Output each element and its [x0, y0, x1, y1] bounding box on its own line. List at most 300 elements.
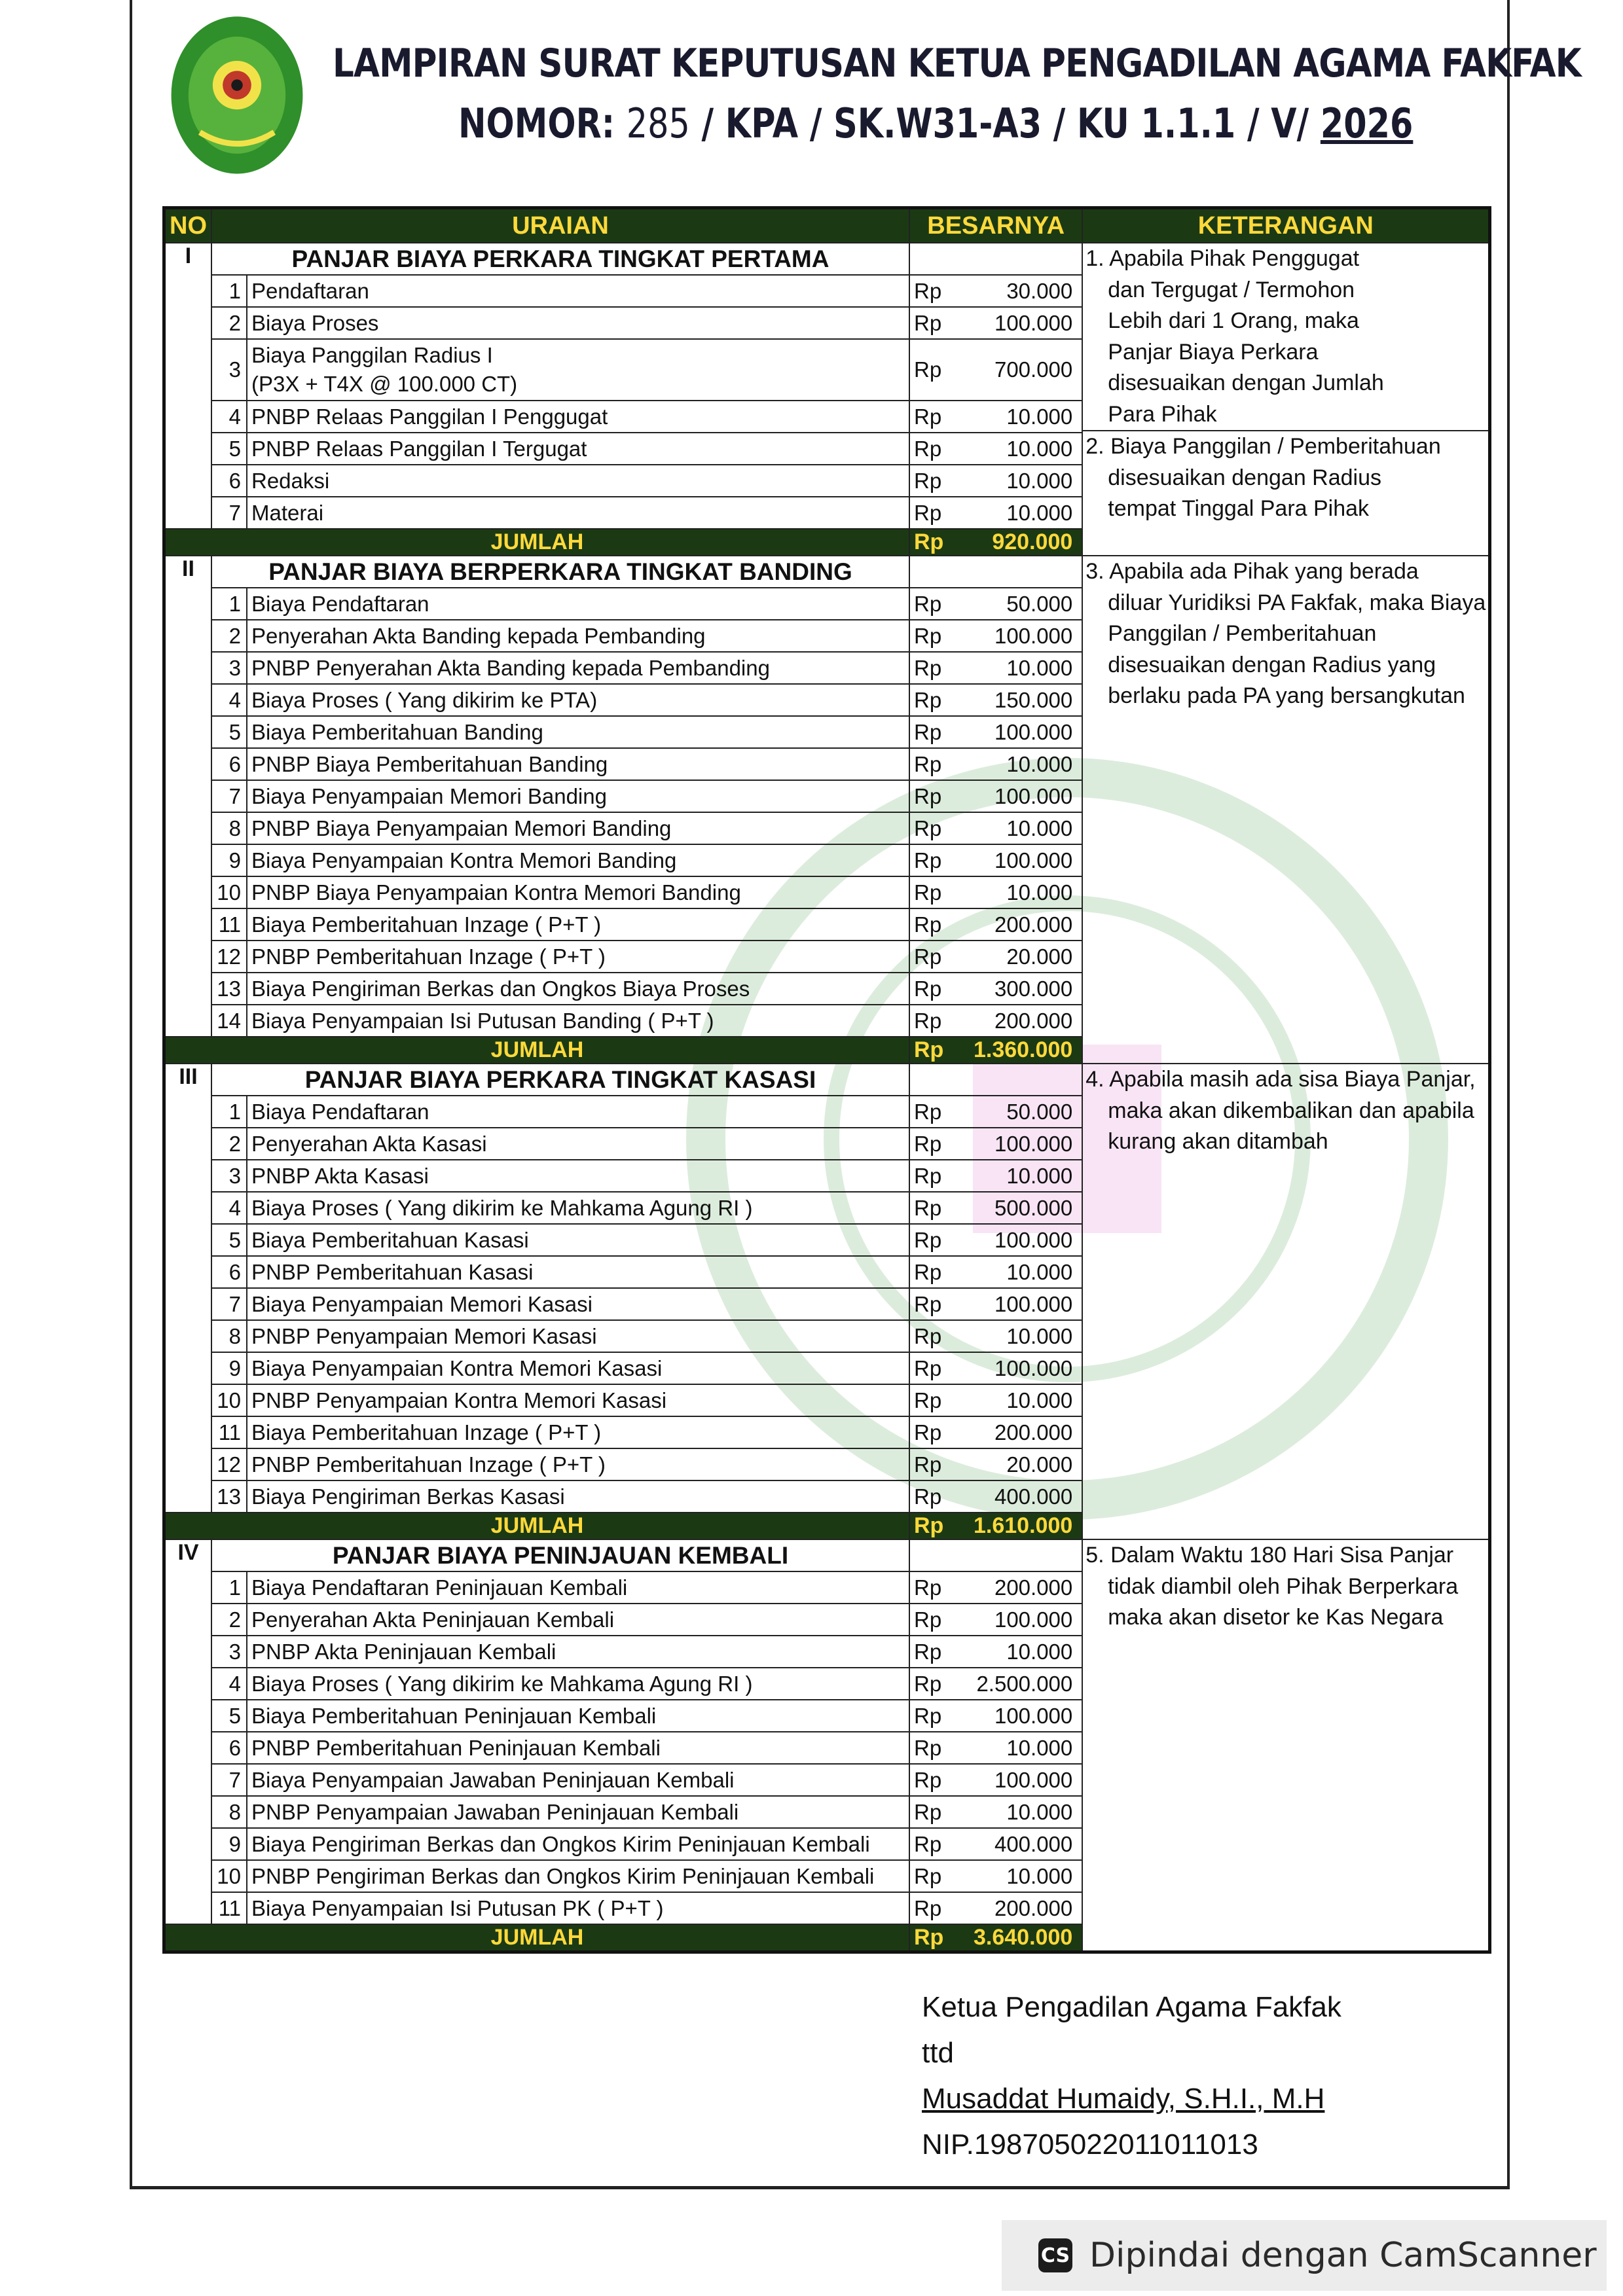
- item-number: 8: [211, 1320, 247, 1352]
- item-label-text: PNBP Akta Kasasi: [251, 1163, 429, 1188]
- currency-label: Rp: [909, 716, 970, 748]
- section-numeral: I: [164, 243, 212, 529]
- item-number: 7: [211, 1764, 247, 1796]
- document-number: [458, 99, 1413, 147]
- item-number: 6: [211, 1732, 247, 1764]
- item-label-text: Penyerahan Akta Peninjauan Kembali: [251, 1607, 615, 1632]
- item-label-text: Biaya Proses ( Yang dikirim ke PTA): [251, 687, 598, 712]
- note-line: diluar Yuridiksi PA Fakfak, maka Biaya: [1108, 590, 1486, 615]
- item-label-text: Biaya Pengiriman Berkas Kasasi: [251, 1484, 565, 1509]
- item-label: [247, 1192, 909, 1224]
- item-amount: 10.000: [970, 876, 1082, 908]
- number-prefix: NOMOR:: [458, 99, 615, 147]
- note-line: Lebih dari 1 Orang, maka: [1108, 308, 1359, 333]
- item-number: 12: [211, 1448, 247, 1480]
- item-number: 1: [211, 1571, 247, 1604]
- item-amount: 100.000: [970, 716, 1082, 748]
- currency-label: Rp: [909, 1480, 970, 1513]
- item-label-text: PNBP Akta Peninjauan Kembali: [251, 1639, 556, 1664]
- item-number: 7: [211, 497, 247, 529]
- header-uraian: URAIAN: [211, 208, 909, 243]
- item-amount: 200.000: [970, 1005, 1082, 1037]
- item-number: 5: [211, 433, 247, 465]
- item-label-text: PNBP Biaya Penyampaian Memori Banding: [251, 816, 672, 840]
- item-number: 12: [211, 941, 247, 973]
- item-amount: 100.000: [970, 844, 1082, 876]
- signatory-nip: NIP.198705022011011013: [922, 2128, 1258, 2161]
- item-label-text: PNBP Biaya Pemberitahuan Banding: [251, 751, 608, 776]
- item-label: [247, 1700, 909, 1732]
- item-amount: 10.000: [970, 433, 1082, 465]
- note-item: [1083, 430, 1488, 525]
- item-amount: 2.500.000: [970, 1668, 1082, 1700]
- item-number: 3: [211, 339, 247, 401]
- table-header-row: [164, 208, 1490, 243]
- item-amount: 200.000: [970, 1571, 1082, 1604]
- item-label-text: Biaya Pendaftaran: [251, 1099, 429, 1124]
- item-label-text: Biaya Penyampaian Memori Kasasi: [251, 1291, 593, 1316]
- item-number: 1: [211, 275, 247, 307]
- item-amount: 300.000: [970, 973, 1082, 1005]
- item-label-text: Materai: [251, 500, 324, 525]
- currency-label: Rp: [909, 1604, 970, 1636]
- item-label-text: PNBP Biaya Penyampaian Kontra Memori Banding: [251, 880, 741, 905]
- item-label-text: Biaya Proses ( Yang dikirim ke Mahkama Agung RI ): [251, 1671, 753, 1696]
- section-title: PANJAR BIAYA BERPERKARA TINGKAT BANDING: [211, 556, 909, 588]
- currency-label: Rp: [909, 1256, 970, 1288]
- currency-label: Rp: [909, 684, 970, 716]
- item-label: [247, 1732, 909, 1764]
- item-label-text: PNBP Pemberitahuan Inzage ( P+T ): [251, 944, 606, 969]
- section-row: [164, 1539, 1490, 1571]
- item-label: [247, 1892, 909, 1924]
- item-label-text: Pendaftaran: [251, 278, 369, 303]
- item-label-text: Biaya Pendaftaran: [251, 591, 429, 616]
- currency-label: Rp: [909, 1700, 970, 1732]
- item-label-text: Biaya Pengiriman Berkas dan Ongkos Biaya Proses: [251, 976, 750, 1001]
- note-line: dan Tergugat / Termohon: [1108, 277, 1355, 302]
- currency-label: Rp: [909, 1224, 970, 1256]
- note-line: disesuaikan dengan Jumlah: [1108, 370, 1384, 395]
- item-number: 10: [211, 1860, 247, 1892]
- item-label-text: PNBP Pemberitahuan Inzage ( P+T ): [251, 1452, 606, 1477]
- item-number: 6: [211, 1256, 247, 1288]
- item-label-text: PNBP Penyampaian Memori Kasasi: [251, 1323, 597, 1348]
- item-amount: 100.000: [970, 1604, 1082, 1636]
- item-amount: 10.000: [970, 1256, 1082, 1288]
- note-line: 5. Dalam Waktu 180 Hari Sisa Panjar: [1085, 1543, 1454, 1568]
- item-label: [247, 716, 909, 748]
- item-label-text: Biaya Pemberitahuan Kasasi: [251, 1227, 529, 1252]
- item-label-text: PNBP Pemberitahuan Kasasi: [251, 1259, 534, 1284]
- currency-label: Rp: [909, 497, 970, 529]
- note-line: 1. Apabila Pihak Penggugat: [1085, 246, 1360, 271]
- currency-label: Rp: [909, 844, 970, 876]
- item-amount: 100.000: [970, 1352, 1082, 1384]
- currency-label: Rp: [909, 1416, 970, 1448]
- item-amount: 10.000: [970, 812, 1082, 844]
- item-label: [247, 307, 909, 339]
- item-label: [247, 1796, 909, 1828]
- number-code: / KPA / SK.W31-A3 / KU 1.1.1 / V/: [701, 99, 1309, 147]
- item-label-text: Redaksi: [251, 468, 330, 493]
- item-label: [247, 1448, 909, 1480]
- item-label: [247, 1764, 909, 1796]
- currency-label: Rp: [909, 307, 970, 339]
- item-number: 2: [211, 307, 247, 339]
- currency-label: Rp: [909, 1160, 970, 1192]
- section-amount-blank: [909, 556, 1082, 588]
- note-item: [1083, 243, 1488, 430]
- item-label-text: Biaya Panggilan Radius I: [251, 343, 493, 367]
- item-amount: 100.000: [970, 780, 1082, 812]
- total-amount: 1.360.000: [970, 1037, 1082, 1064]
- item-amount: 10.000: [970, 1796, 1082, 1828]
- section-amount-blank: [909, 1539, 1082, 1571]
- currency-label: Rp: [909, 1096, 970, 1128]
- item-amount: 10.000: [970, 1732, 1082, 1764]
- currency-label: Rp: [909, 1288, 970, 1320]
- item-amount: 10.000: [970, 465, 1082, 497]
- item-label: [247, 1571, 909, 1604]
- total-currency: Rp: [909, 529, 970, 556]
- item-amount: 50.000: [970, 1096, 1082, 1128]
- item-number: 9: [211, 1352, 247, 1384]
- currency-label: Rp: [909, 812, 970, 844]
- item-amount: 150.000: [970, 684, 1082, 716]
- item-label: [247, 1160, 909, 1192]
- note-line: tidak diambil oleh Pihak Berperkara: [1108, 1573, 1459, 1599]
- item-label: [247, 1096, 909, 1128]
- item-number: 10: [211, 876, 247, 908]
- keterangan-cell: [1082, 1539, 1490, 1952]
- item-label-text: Biaya Penyampaian Kontra Memori Banding: [251, 848, 677, 872]
- item-label: [247, 876, 909, 908]
- currency-label: Rp: [909, 1732, 970, 1764]
- item-label: [247, 1320, 909, 1352]
- item-label: [247, 941, 909, 973]
- document-title: LAMPIRAN SURAT KEPUTUSAN KETUA PENGADILAN AGAMA FAKFAK: [333, 41, 1581, 86]
- item-number: 6: [211, 465, 247, 497]
- currency-label: Rp: [909, 433, 970, 465]
- section-numeral: II: [164, 556, 212, 1037]
- item-label: [247, 684, 909, 716]
- item-amount: 10.000: [970, 401, 1082, 433]
- item-amount: 10.000: [970, 1384, 1082, 1416]
- item-number: 3: [211, 1636, 247, 1668]
- header-besarnya: BESARNYA: [909, 208, 1082, 243]
- keterangan-cell: [1082, 243, 1490, 556]
- note-line: maka akan disetor ke Kas Negara: [1108, 1605, 1444, 1630]
- currency-label: Rp: [909, 748, 970, 780]
- currency-label: Rp: [909, 620, 970, 652]
- item-number: 13: [211, 973, 247, 1005]
- item-amount: 10.000: [970, 748, 1082, 780]
- item-label-text: Biaya Penyampaian Isi Putusan PK ( P+T ): [251, 1895, 664, 1920]
- item-amount: 100.000: [970, 1700, 1082, 1732]
- total-currency: Rp: [909, 1037, 970, 1064]
- item-number: 2: [211, 1604, 247, 1636]
- section-title: PANJAR BIAYA PENINJAUAN KEMBALI: [211, 1539, 909, 1571]
- item-label: [247, 908, 909, 941]
- currency-label: Rp: [909, 908, 970, 941]
- item-label-text: Biaya Pemberitahuan Peninjauan Kembali: [251, 1703, 657, 1728]
- section-numeral: IV: [164, 1539, 212, 1924]
- currency-label: Rp: [909, 973, 970, 1005]
- item-label-text: Biaya Pemberitahuan Inzage ( P+T ): [251, 1420, 602, 1444]
- note-item: [1083, 1064, 1488, 1158]
- item-label: [247, 275, 909, 307]
- item-amount: 400.000: [970, 1480, 1082, 1513]
- note-line: Panjar Biaya Perkara: [1108, 339, 1319, 365]
- item-label: [247, 1416, 909, 1448]
- item-number: 11: [211, 1416, 247, 1448]
- item-number: 9: [211, 1828, 247, 1860]
- item-label: [247, 652, 909, 684]
- item-label-text: PNBP Penyampaian Jawaban Peninjauan Kembali: [251, 1799, 739, 1824]
- currency-label: Rp: [909, 275, 970, 307]
- camscanner-text: Dipindai dengan CamScanner: [1089, 2236, 1597, 2275]
- item-label: [247, 844, 909, 876]
- currency-label: Rp: [909, 941, 970, 973]
- item-number: 11: [211, 1892, 247, 1924]
- note-line: maka akan dikembalikan dan apabila: [1108, 1098, 1474, 1123]
- note-line: disesuaikan dengan Radius: [1108, 465, 1382, 490]
- item-label: [247, 780, 909, 812]
- signatory-name: Musaddat Humaidy, S.H.I., M.H: [922, 2083, 1325, 2115]
- item-label-text-2: (P3X + T4X @ 100.000 CT): [251, 372, 518, 396]
- note-line: disesuaikan dengan Radius yang: [1108, 652, 1436, 677]
- item-number: 11: [211, 908, 247, 941]
- item-number: 13: [211, 1480, 247, 1513]
- item-amount: 20.000: [970, 1448, 1082, 1480]
- total-label: JUMLAH: [164, 529, 910, 556]
- item-amount: 10.000: [970, 1320, 1082, 1352]
- item-label-text: PNBP Relaas Panggilan I Tergugat: [251, 436, 587, 461]
- item-amount: 400.000: [970, 1828, 1082, 1860]
- header-no: NO: [164, 208, 212, 243]
- table-body: [164, 243, 1490, 1952]
- item-label-text: Biaya Pengiriman Berkas dan Ongkos Kirim Peninjauan Kembali: [251, 1831, 870, 1856]
- item-number: 5: [211, 1700, 247, 1732]
- note-line: 2. Biaya Panggilan / Pemberitahuan: [1085, 434, 1441, 459]
- item-label: [247, 339, 909, 401]
- section-title: PANJAR BIAYA PERKARA TINGKAT KASASI: [211, 1064, 909, 1096]
- item-number: 3: [211, 1160, 247, 1192]
- item-label-text: Biaya Pemberitahuan Inzage ( P+T ): [251, 912, 602, 937]
- signature-block: [922, 1984, 1341, 2168]
- currency-label: Rp: [909, 1005, 970, 1037]
- item-label-text: Penyerahan Akta Banding kepada Pembanding: [251, 623, 706, 648]
- item-label: [247, 748, 909, 780]
- item-number: 8: [211, 812, 247, 844]
- item-number: 4: [211, 401, 247, 433]
- item-label: [247, 401, 909, 433]
- currency-label: Rp: [909, 1448, 970, 1480]
- item-label: [247, 1668, 909, 1700]
- item-label: [247, 1384, 909, 1416]
- item-label: [247, 1636, 909, 1668]
- note-line: 3. Apabila ada Pihak yang berada: [1085, 559, 1419, 584]
- currency-label: Rp: [909, 1128, 970, 1160]
- item-label-text: Biaya Proses: [251, 310, 379, 335]
- note-line: tempat Tinggal Para Pihak: [1108, 496, 1370, 521]
- item-amount: 700.000: [970, 339, 1082, 401]
- item-amount: 200.000: [970, 1892, 1082, 1924]
- item-label: [247, 1604, 909, 1636]
- total-currency: Rp: [909, 1513, 970, 1539]
- item-amount: 10.000: [970, 1860, 1082, 1892]
- item-number: 4: [211, 684, 247, 716]
- currency-label: Rp: [909, 652, 970, 684]
- camscanner-icon: CS: [1038, 2238, 1072, 2272]
- header-keterangan: KETERANGAN: [1082, 208, 1490, 243]
- currency-label: Rp: [909, 1764, 970, 1796]
- section-amount-blank: [909, 243, 1082, 275]
- currency-label: Rp: [909, 1192, 970, 1224]
- currency-label: Rp: [909, 1320, 970, 1352]
- item-amount: 100.000: [970, 1288, 1082, 1320]
- fee-table: [162, 206, 1491, 1954]
- item-number: 6: [211, 748, 247, 780]
- item-amount: 100.000: [970, 307, 1082, 339]
- currency-label: Rp: [909, 1384, 970, 1416]
- currency-label: Rp: [909, 1571, 970, 1604]
- item-label: [247, 1860, 909, 1892]
- note-item: [1083, 556, 1488, 712]
- signature-ttd: ttd: [922, 2037, 954, 2069]
- item-number: 3: [211, 652, 247, 684]
- item-number: 8: [211, 1796, 247, 1828]
- currency-label: Rp: [909, 1828, 970, 1860]
- item-label: [247, 812, 909, 844]
- item-number: 4: [211, 1668, 247, 1700]
- total-amount: 920.000: [970, 529, 1082, 556]
- item-label-text: Biaya Penyampaian Memori Banding: [251, 783, 607, 808]
- item-label: [247, 1224, 909, 1256]
- currency-label: Rp: [909, 876, 970, 908]
- item-number: 5: [211, 716, 247, 748]
- item-number: 1: [211, 588, 247, 620]
- item-label: [247, 497, 909, 529]
- section-row: [164, 1064, 1490, 1096]
- note-line: kurang akan ditambah: [1108, 1129, 1328, 1154]
- item-label-text: PNBP Relaas Panggilan I Penggugat: [251, 404, 608, 429]
- total-label: JUMLAH: [164, 1037, 910, 1064]
- item-label-text: Penyerahan Akta Kasasi: [251, 1131, 487, 1156]
- currency-label: Rp: [909, 780, 970, 812]
- item-label-text: PNBP Penyampaian Kontra Memori Kasasi: [251, 1388, 667, 1412]
- item-number: 10: [211, 1384, 247, 1416]
- item-amount: 10.000: [970, 652, 1082, 684]
- section-amount-blank: [909, 1064, 1082, 1096]
- currency-label: Rp: [909, 1860, 970, 1892]
- item-label: [247, 1352, 909, 1384]
- item-amount: 20.000: [970, 941, 1082, 973]
- item-amount: 500.000: [970, 1192, 1082, 1224]
- currency-label: Rp: [909, 465, 970, 497]
- number-value: 285: [626, 99, 690, 147]
- currency-label: Rp: [909, 1668, 970, 1700]
- section-row: [164, 556, 1490, 588]
- note-line: Para Pihak: [1108, 401, 1217, 427]
- item-number: 9: [211, 844, 247, 876]
- item-label-text: Biaya Pemberitahuan Banding: [251, 719, 543, 744]
- total-amount: 3.640.000: [970, 1924, 1082, 1952]
- item-label: [247, 1005, 909, 1037]
- item-label-text: PNBP Pengiriman Berkas dan Ongkos Kirim Peninjauan Kembali: [251, 1863, 875, 1888]
- item-number: 7: [211, 780, 247, 812]
- court-emblem-logo: [165, 7, 309, 178]
- currency-label: Rp: [909, 339, 970, 401]
- item-label-text: Biaya Penyampaian Isi Putusan Banding ( P+T ): [251, 1008, 714, 1033]
- total-amount: 1.610.000: [970, 1513, 1082, 1539]
- currency-label: Rp: [909, 401, 970, 433]
- item-number: 7: [211, 1288, 247, 1320]
- note-item: [1083, 1540, 1488, 1634]
- item-amount: 100.000: [970, 1128, 1082, 1160]
- item-amount: 30.000: [970, 275, 1082, 307]
- item-number: 14: [211, 1005, 247, 1037]
- currency-label: Rp: [909, 1796, 970, 1828]
- keterangan-cell: [1082, 556, 1490, 1064]
- item-number: 5: [211, 1224, 247, 1256]
- item-amount: 10.000: [970, 497, 1082, 529]
- item-label: [247, 1828, 909, 1860]
- total-label: JUMLAH: [164, 1924, 910, 1952]
- item-label: [247, 1256, 909, 1288]
- item-label-text: PNBP Penyerahan Akta Banding kepada Pembanding: [251, 655, 770, 680]
- item-label-text: Biaya Penyampaian Kontra Memori Kasasi: [251, 1355, 663, 1380]
- item-label-text: Biaya Proses ( Yang dikirim ke Mahkama Agung RI ): [251, 1195, 753, 1220]
- item-label-text: PNBP Pemberitahuan Peninjauan Kembali: [251, 1735, 661, 1760]
- item-label: [247, 973, 909, 1005]
- item-number: 2: [211, 1128, 247, 1160]
- keterangan-cell: [1082, 1064, 1490, 1539]
- note-line: berlaku pada PA yang bersangkutan: [1108, 683, 1465, 708]
- currency-label: Rp: [909, 588, 970, 620]
- item-label-text: Biaya Penyampaian Jawaban Peninjauan Kembali: [251, 1767, 735, 1792]
- item-amount: 10.000: [970, 1636, 1082, 1668]
- note-line: Panggilan / Pemberitahuan: [1108, 621, 1377, 646]
- currency-label: Rp: [909, 1892, 970, 1924]
- section-title: PANJAR BIAYA PERKARA TINGKAT PERTAMA: [211, 243, 909, 275]
- item-amount: 50.000: [970, 588, 1082, 620]
- total-currency: Rp: [909, 1924, 970, 1952]
- item-number: 1: [211, 1096, 247, 1128]
- currency-label: Rp: [909, 1636, 970, 1668]
- item-amount: 200.000: [970, 1416, 1082, 1448]
- section-row: [164, 243, 1490, 275]
- item-label: [247, 1128, 909, 1160]
- item-number: 4: [211, 1192, 247, 1224]
- item-label: [247, 1480, 909, 1513]
- item-label-text: Biaya Pendaftaran Peninjauan Kembali: [251, 1575, 628, 1600]
- item-amount: 10.000: [970, 1160, 1082, 1192]
- camscanner-badge: [1002, 2220, 1607, 2291]
- item-number: 2: [211, 620, 247, 652]
- number-year: 2026: [1320, 99, 1413, 147]
- section-numeral: III: [164, 1064, 212, 1513]
- item-amount: 100.000: [970, 1224, 1082, 1256]
- total-label: JUMLAH: [164, 1513, 910, 1539]
- currency-label: Rp: [909, 1352, 970, 1384]
- note-line: 4. Apabila masih ada sisa Biaya Panjar,: [1085, 1067, 1476, 1092]
- item-label: [247, 1288, 909, 1320]
- item-amount: 100.000: [970, 1764, 1082, 1796]
- item-amount: 200.000: [970, 908, 1082, 941]
- item-label: [247, 620, 909, 652]
